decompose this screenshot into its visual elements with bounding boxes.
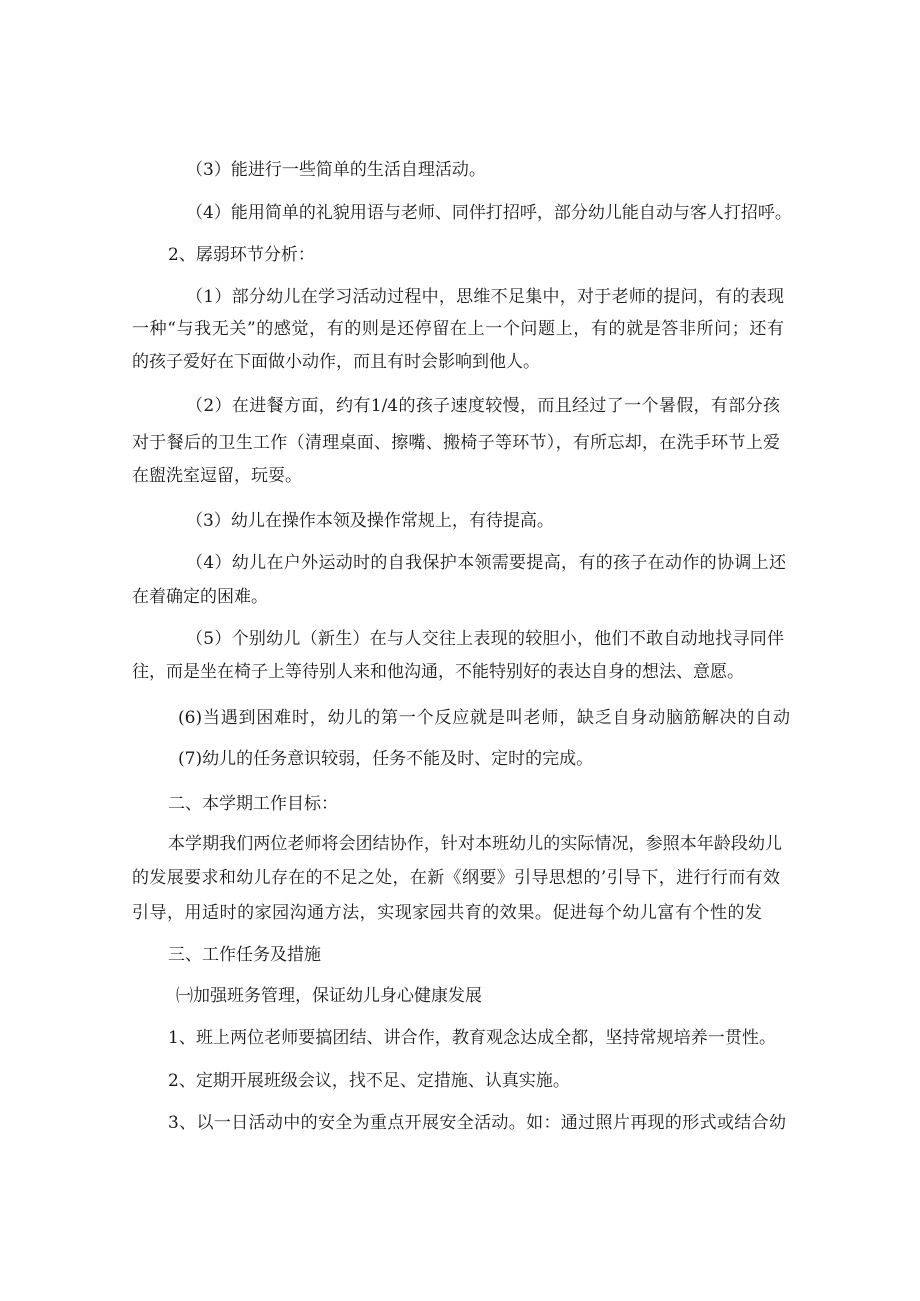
text-line-13: （5）个别幼儿（新生）在与人交往上表现的较胆小，他们不敢自动地找寻同伴 (186, 629, 784, 649)
section-heading-weak-links: 2、孱弱环节分析： (168, 245, 315, 265)
text-line-8: 对于餐后的卫生工作（清理桌面、擦嘴、搬椅子等环节），有所忘却，在洗手环节上爱 (132, 433, 780, 453)
text-line-16: (7)幼儿的任务意识较弱，任务不能及时、定时的完成。 (178, 749, 594, 769)
text-line-9: 在盥洗室逗留，玩耍。 (132, 466, 302, 486)
text-line-6: 的孩子爱好在下面做小动作，而且有时会影响到他人。 (132, 352, 540, 372)
text-line-24: 2、定期开展班级会议，找不足、定措施、认真实施。 (168, 1071, 570, 1091)
text-line-23: 1、班上两位老师要搞团结、讲合作，教育观念达成全都，坚持常规培养一贯性。 (168, 1028, 776, 1048)
text-line-5: 一种“与我无关”的感觉，有的则是还停留在上一个问题上，有的就是答非所问；还有 (132, 319, 784, 339)
section-heading-goals: 二、本学期工作目标： (168, 794, 338, 814)
text-line-12: 在着确定的困难。 (132, 587, 268, 607)
subsection-heading-class-management: ㈠加强班务管理，保证幼儿身心健康发展 (176, 986, 482, 1006)
text-line-19: 的发展要求和幼儿存在的不足之处，在新《纲要》引导思想的’引导下，进行行而有效 (132, 868, 780, 888)
text-line-2: （4）能用简单的礼貌用语与老师、同伴打招呼，部分幼儿能自动与客人打招呼。 (186, 203, 792, 223)
section-heading-tasks: 三、工作任务及措施 (168, 945, 321, 965)
text-line-15: (6)当遇到困难时，幼儿的第一个反应就是叫老师，缺乏自身动脑筋解决的自动 (178, 708, 790, 728)
text-line-20: 引导，用适时的家园沟通方法，实现家园共育的效果。促进每个幼儿富有个性的发 (132, 903, 762, 923)
text-line-25: 3、以一日活动中的安全为重点开展安全活动。如：通过照片再现的形式或结合幼 (168, 1113, 786, 1133)
text-line-1: （3）能进行一些简单的生活自理活动。 (186, 160, 486, 180)
text-line-4: （1）部分幼儿在学习活动过程中，思维不足集中，对于老师的提问，有的表现 (186, 287, 784, 307)
text-line-14: 往，而是坐在椅子上等待别人来和他沟通，不能特别好的表达自身的想法、意愿。 (132, 662, 744, 682)
text-line-7: （2）在进餐方面，约有1/4的孩子速度较慢，而且经过了一个暑假，有部分孩 (186, 396, 780, 416)
text-line-18: 本学期我们两位老师将会团结协作，针对本班幼儿的实际情况，参照本年龄段幼儿 (168, 834, 782, 854)
text-line-10: （3）幼儿在操作本领及操作常规上，有待提高。 (186, 511, 554, 531)
text-line-11: （4）幼儿在户外运动时的自我保护本领需要提高，有的孩子在动作的协调上还 (186, 553, 786, 573)
